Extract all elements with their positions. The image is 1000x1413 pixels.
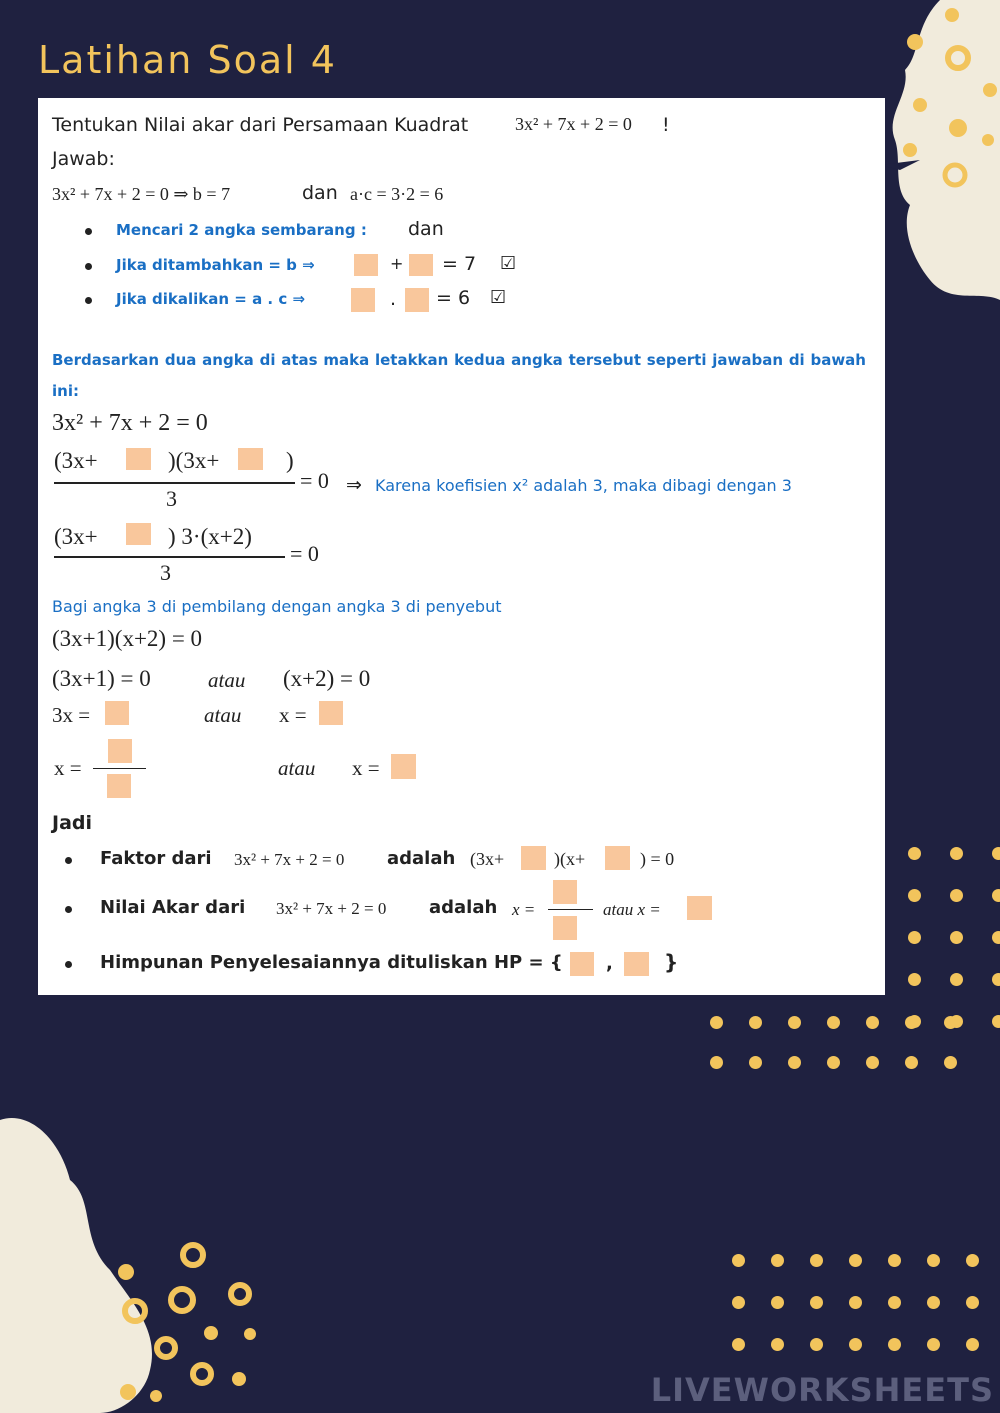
c1-close: ) = 0 [640,849,675,869]
decor-dot [120,1384,136,1400]
bullet [65,961,72,968]
step2-denominator: 3 [166,486,177,511]
decor-dot [849,1296,862,1309]
sum-plus: + [390,254,404,273]
c1-adalah: adalah [387,848,456,869]
question-equation: 3x² + 7x + 2 = 0 [515,114,632,134]
conclusion-heading: Jadi [52,812,93,834]
decor-dot [966,1338,979,1351]
bullet [65,857,72,864]
answer-box-step8-2[interactable] [391,754,416,779]
decor-dot [204,1326,218,1340]
decor-dot [866,1016,879,1029]
decor-dot [992,931,1000,944]
answer-box-step2-1[interactable] [126,448,151,470]
c2-or: atau x = [603,900,661,919]
bullet [85,228,92,235]
decor-dot [849,1338,862,1351]
decor-dot [788,1016,801,1029]
answer-box-product-2[interactable] [405,288,429,312]
answer-box-root-numerator[interactable] [553,880,577,904]
decor-ring [168,1286,196,1314]
check-icon: ☑ [500,253,517,274]
question-mark: ! [662,114,670,136]
answer-box-sum-1[interactable] [354,254,378,276]
decor-dot [810,1254,823,1267]
c2-x: x = [512,900,536,919]
fraction-line [54,482,295,484]
decor-dot [992,973,1000,986]
bullet [85,297,92,304]
answer-box-step7-2[interactable] [319,701,343,725]
product-dot: . [390,288,397,310]
decor-dot [966,1296,979,1309]
decor-dot [732,1338,745,1351]
step7-atau: atau [204,703,242,727]
step8-atau: atau [278,756,316,780]
fraction-line [548,909,593,910]
decor-dot [232,1372,246,1386]
c2-adalah: adalah [429,897,498,918]
decor-dot [749,1056,762,1069]
decor-dot [908,889,921,902]
decor-dot [927,1296,940,1309]
decor-dot [771,1338,784,1351]
decor-dot [771,1296,784,1309]
decor-dot [944,1056,957,1069]
given-dan: dan [302,182,338,204]
decor-dot [788,1056,801,1069]
answer-box-step2-2[interactable] [238,448,263,470]
bullet-product-label: Jika dikalikan = a . c ⇒ [116,290,306,308]
step8-left: x = [54,756,82,780]
step3-denominator: 3 [160,560,171,585]
question-prompt: Tentukan Nilai akar dari Persamaan Kuadrat [52,114,469,136]
decor-dot [905,1016,918,1029]
answer-box-root-denominator[interactable] [553,916,577,940]
check-icon: ☑ [490,287,507,308]
decor-dot [950,973,963,986]
c3-comma: , [606,953,613,974]
c3-close: } [664,950,679,974]
given-ac: a·c = 3·2 = 6 [350,184,444,204]
worksheet-card [38,98,885,995]
bullet-sum-label: Jika ditambahkan = b ⇒ [116,256,315,274]
decor-dot [866,1056,879,1069]
decor-dot [118,1264,134,1280]
decor-dot [732,1254,745,1267]
c1-mid: )(x+ [554,849,586,869]
decor-dot [710,1056,723,1069]
step2-equals: = 0 [300,468,329,493]
decor-dot [827,1016,840,1029]
answer-label: Jawab: [52,148,115,170]
decor-dot [905,1056,918,1069]
step7-left: 3x = [52,703,91,727]
decor-dot [992,889,1000,902]
decor-dot [888,1338,901,1351]
c1-open: (3x+ [470,849,505,869]
decor-dot [710,1016,723,1029]
decor-dot [992,1015,1000,1028]
decor-dot [749,1016,762,1029]
decor-dot [888,1254,901,1267]
decor-dot [888,1296,901,1309]
bullet-find-numbers: Mencari 2 angka sembarang : [116,221,367,239]
sum-result: = 7 [442,253,477,275]
c2-label: Nilai Akar dari [100,897,246,918]
step4-note: Bagi angka 3 di pembilang dengan angka 3 di penyebut [52,597,502,616]
step7-right: x = [279,703,307,727]
bullet [85,263,92,270]
decor-dot [992,847,1000,860]
step3-equals: = 0 [290,541,319,566]
product-result: = 6 [436,287,471,309]
decor-ring [190,1362,214,1386]
step2-mid: )(3x+ [168,448,220,473]
answer-box-factor-1[interactable] [521,846,546,870]
bullet-find-dan: dan [408,218,444,240]
step5-factor: (3x+1)(x+2) = 0 [52,626,203,651]
decor-dot [849,1254,862,1267]
given-equation: 3x² + 7x + 2 = 0 ⇒ b = 7 [52,184,231,204]
instruction-text: Berdasarkan dua angka di atas maka letakkan kedua angka tersebut seperti jawaban di bawah ini: [52,351,866,400]
decor-dot [732,1296,745,1309]
decor-dot [944,1016,957,1029]
answer-box-factor-2[interactable] [605,846,630,870]
decor-ring [228,1282,252,1306]
answer-box-step7-1[interactable] [105,701,129,725]
answer-box-step8-denominator[interactable] [107,774,131,798]
decor-ring [180,1242,206,1268]
step2-open: (3x+ [54,448,98,473]
answer-box-step3-1[interactable] [126,523,151,545]
step3-mid: ) 3·(x+2) [168,524,252,549]
decor-dot [908,973,921,986]
decor-ring [122,1298,148,1324]
answer-box-product-1[interactable] [351,288,375,312]
decor-dot [810,1338,823,1351]
answer-box-hp-1[interactable] [570,952,594,976]
decor-dot [950,931,963,944]
step6-right: (x+2) = 0 [283,666,371,691]
bullet [65,906,72,913]
answer-box-hp-2[interactable] [624,952,649,976]
c1-equation: 3x² + 7x + 2 = 0 [234,850,345,869]
decor-blob-top-right [880,0,1000,310]
decor-dot [827,1056,840,1069]
answer-box-step8-numerator[interactable] [108,739,132,763]
step2-note: Karena koefisien x² adalah 3, maka dibagi dengan 3 [375,476,792,495]
decor-dot [966,1254,979,1267]
answer-box-sum-2[interactable] [409,254,433,276]
step6-left: (3x+1) = 0 [52,666,151,691]
decor-dot [150,1390,162,1402]
fraction-line [54,556,285,558]
decor-dot [908,931,921,944]
step3-open: (3x+ [54,524,98,549]
decor-dot [244,1328,256,1340]
c1-label: Faktor dari [100,848,212,869]
decor-ring [154,1336,178,1360]
decor-dot [908,847,921,860]
step8-right: x = [352,756,380,780]
arrow-icon: ⇒ [346,474,362,496]
decor-dot [950,847,963,860]
fraction-line [93,768,146,769]
decor-dot [810,1296,823,1309]
step6-atau: atau [208,668,246,692]
decor-blob-bottom-left [0,1100,200,1413]
decor-dot [927,1254,940,1267]
decor-dot [927,1338,940,1351]
c2-equation: 3x² + 7x + 2 = 0 [276,899,387,918]
answer-box-root-2[interactable] [687,896,712,920]
step2-close: ) [286,448,294,473]
decor-dot [950,889,963,902]
page-title: Latihan Soal 4 [38,38,337,82]
step-equation: 3x² + 7x + 2 = 0 [52,410,208,436]
c3-label: Himpunan Penyelesaiannya dituliskan HP = { [100,952,563,973]
decor-dot [771,1254,784,1267]
watermark: LIVEWORKSHEETS [650,1371,994,1409]
